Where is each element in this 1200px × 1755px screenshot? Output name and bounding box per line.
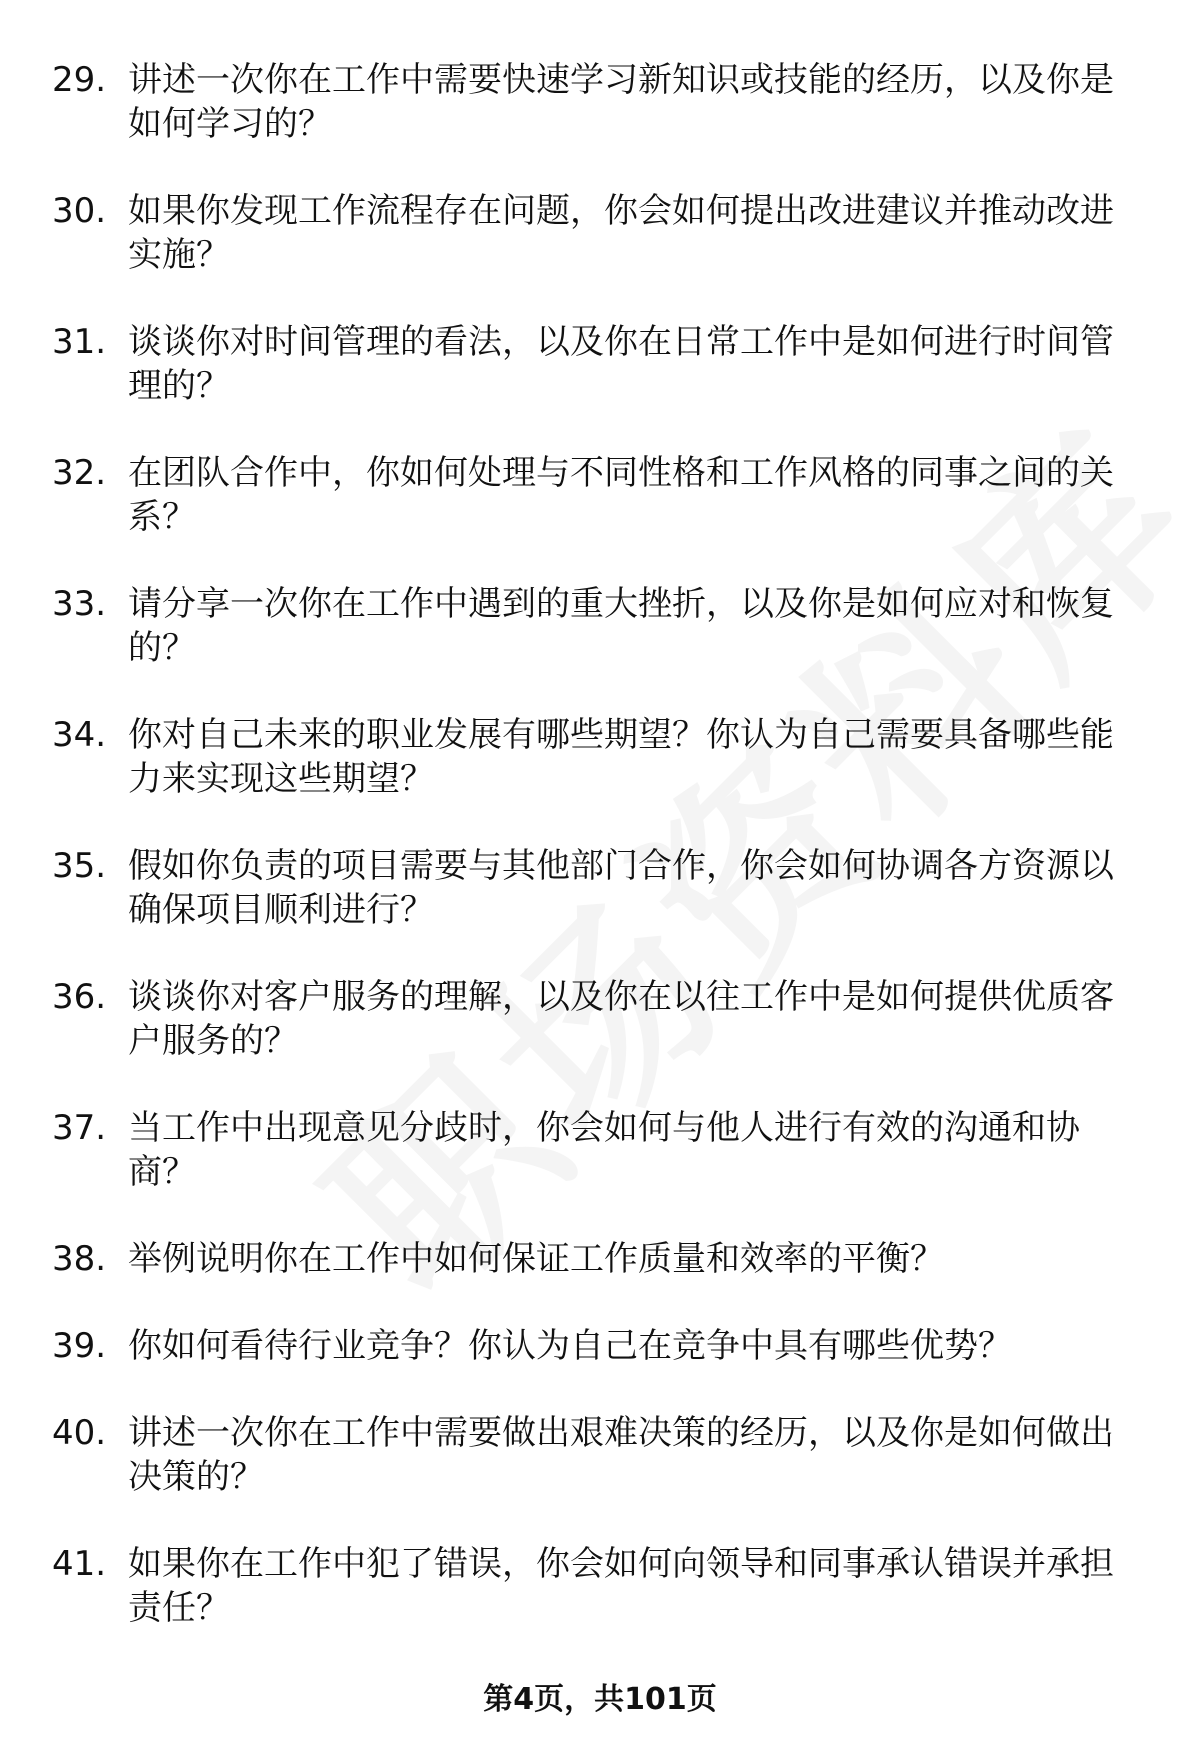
question-text: 当工作中出现意见分歧时，你会如何与他人进行有效的沟通和协商？ bbox=[128, 1108, 1080, 1192]
question-item bbox=[0, 1542, 1200, 1673]
question-text: 如果你在工作中犯了错误，你会如何向领导和同事承认错误并承担责任？ bbox=[128, 1544, 1114, 1628]
question-number: 29. bbox=[52, 60, 107, 100]
question-item bbox=[0, 975, 1200, 1106]
question-text: 讲述一次你在工作中需要做出艰难决策的经历，以及你是如何做出决策的？ bbox=[128, 1413, 1114, 1497]
question-number: 34. bbox=[52, 715, 107, 755]
question-item bbox=[0, 582, 1200, 713]
question-number: 35. bbox=[52, 846, 107, 886]
question-text: 请分享一次你在工作中遇到的重大挫折，以及你是如何应对和恢复的？ bbox=[128, 584, 1114, 668]
question-item bbox=[0, 1106, 1200, 1237]
question-number: 36. bbox=[52, 977, 107, 1017]
question-text: 假如你负责的项目需要与其他部门合作，你会如何协调各方资源以确保项目顺利进行？ bbox=[128, 846, 1114, 930]
question-text: 谈谈你对客户服务的理解，以及你在以往工作中是如何提供优质客户服务的？ bbox=[128, 977, 1114, 1061]
question-number: 39. bbox=[52, 1326, 107, 1366]
question-item bbox=[0, 189, 1200, 320]
question-item bbox=[0, 1324, 1200, 1411]
question-text: 举例说明你在工作中如何保证工作质量和效率的平衡？ bbox=[128, 1239, 944, 1279]
question-number: 32. bbox=[52, 453, 107, 493]
question-number: 40. bbox=[52, 1413, 107, 1453]
question-item bbox=[0, 1237, 1200, 1324]
question-number: 37. bbox=[52, 1108, 107, 1148]
question-text: 如果你发现工作流程存在问题，你会如何提出改进建议并推动改进实施？ bbox=[128, 191, 1114, 275]
question-number: 31. bbox=[52, 322, 107, 362]
question-text: 在团队合作中，你如何处理与不同性格和工作风格的同事之间的关系？ bbox=[128, 453, 1114, 537]
question-list bbox=[0, 58, 1200, 1673]
question-item bbox=[0, 1411, 1200, 1542]
question-number: 38. bbox=[52, 1239, 107, 1279]
question-item bbox=[0, 320, 1200, 451]
question-number: 30. bbox=[52, 191, 107, 231]
page-footer: 第4页，共101页 bbox=[483, 1682, 717, 1717]
question-text: 你如何看待行业竞争？你认为自己在竞争中具有哪些优势？ bbox=[128, 1326, 1012, 1366]
question-item bbox=[0, 58, 1200, 189]
question-text: 谈谈你对时间管理的看法，以及你在日常工作中是如何进行时间管理的？ bbox=[128, 322, 1114, 406]
question-item bbox=[0, 451, 1200, 582]
question-text: 讲述一次你在工作中需要快速学习新知识或技能的经历，以及你是如何学习的？ bbox=[128, 60, 1114, 144]
question-text: 你对自己未来的职业发展有哪些期望？你认为自己需要具备哪些能力来实现这些期望？ bbox=[128, 715, 1114, 799]
question-item bbox=[0, 844, 1200, 975]
question-number: 33. bbox=[52, 584, 107, 624]
question-number: 41. bbox=[52, 1544, 107, 1584]
question-item bbox=[0, 713, 1200, 844]
